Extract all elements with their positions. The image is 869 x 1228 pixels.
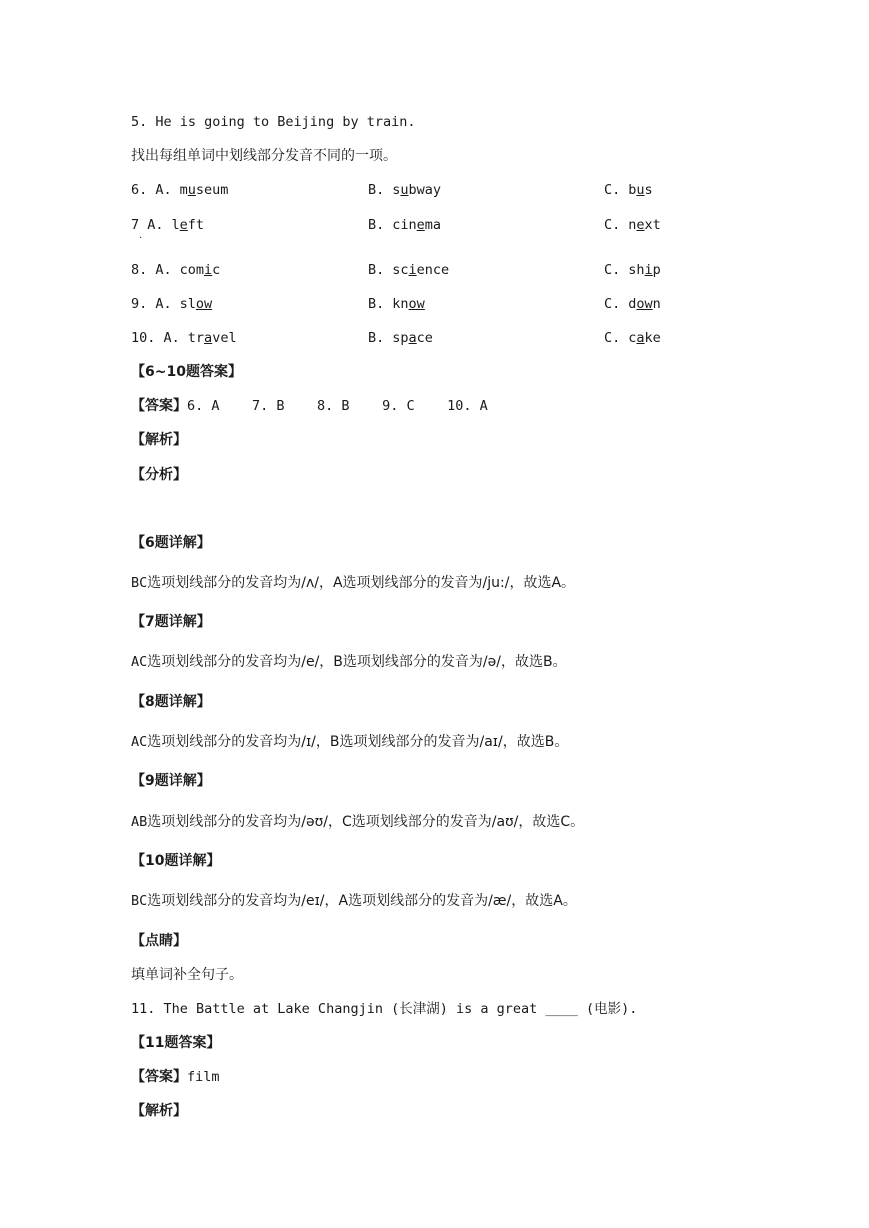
fill-instruction: 填单词补全句子。 [131, 967, 243, 983]
option-word: cake [628, 330, 661, 346]
option-a [131, 329, 237, 347]
option-word: left [171, 217, 205, 233]
option-word: bus [628, 182, 653, 198]
option-label: B. [368, 296, 385, 312]
option-word: cinema [392, 217, 442, 233]
underlined-letters: i [204, 262, 213, 278]
underlined-letters: ow [408, 296, 425, 312]
answer-values: 6. A 7. B 8. B 9. C 10. A [187, 398, 488, 414]
answer-6-10-line [131, 397, 488, 416]
option-label: B. [368, 217, 385, 233]
underlined-letters: ow [636, 296, 653, 312]
option-label: 6. A. [131, 182, 172, 198]
option-word: next [628, 217, 661, 233]
underlined-letters: u [400, 182, 409, 198]
answer-6-10-heading: 【6~10题答案】 [131, 364, 242, 380]
option-word: subway [392, 182, 442, 198]
underlined-letters: e [636, 217, 645, 233]
underlined-letters: e [416, 217, 425, 233]
detail-7-heading: 【7题详解】 [131, 614, 211, 630]
detail-6-heading: 【6题详解】 [131, 535, 211, 551]
detail-9-text: AB选项划线部分的发音均为/əʊ/，C选项划线部分的发音为/aʊ/，故选C。 [131, 814, 585, 830]
option-label: B. [368, 182, 385, 198]
option-c [604, 216, 661, 234]
detail-8-heading: 【8题详解】 [131, 694, 211, 710]
detail-7-text: AC选项划线部分的发音均为/e/，B选项划线部分的发音为/ə/，故选B。 [131, 654, 567, 670]
option-label: 9. A. [131, 296, 172, 312]
option-word: museum [179, 182, 229, 198]
option-word: space [392, 330, 433, 346]
option-c [604, 261, 661, 279]
underlined-letters: a [636, 330, 645, 346]
underlined-letters: e [179, 217, 188, 233]
underlined-letters: i [644, 262, 653, 278]
option-b [368, 295, 425, 313]
underlined-letters: ow [195, 296, 213, 312]
detail-6-text: BC选项划线部分的发音均为/ʌ/，A选项划线部分的发音为/ju:/，故选A。 [131, 575, 576, 591]
option-b [368, 329, 433, 347]
option-label: C. [604, 182, 621, 198]
underlined-letters: a [204, 330, 213, 346]
option-word: travel [187, 330, 237, 346]
answer-label: 【答案】 [131, 398, 187, 414]
detail-10-heading: 【10题详解】 [131, 853, 221, 869]
option-a [131, 181, 228, 199]
option-c [604, 295, 661, 313]
answer-11-heading: 【11题答案】 [131, 1035, 221, 1051]
option-label: 8. A. [131, 262, 172, 278]
analysis-heading-2: 【解析】 [131, 1103, 187, 1119]
detail-8-text: AC选项划线部分的发音均为/ɪ/，B选项划线部分的发音为/aɪ/，故选B。 [131, 734, 569, 750]
option-label: B. [368, 330, 385, 346]
option-word: know [392, 296, 425, 312]
answer-11-line [131, 1068, 220, 1087]
underlined-letters: u [636, 182, 645, 198]
option-c [604, 181, 653, 199]
option-label: C. [604, 262, 621, 278]
option-word: slow [179, 296, 213, 312]
option-c [604, 329, 661, 347]
underlined-letters: i [408, 262, 417, 278]
answer-11-label: 【答案】 [131, 1069, 187, 1085]
answer-11-value: film [187, 1069, 220, 1085]
underlined-letters: u [187, 182, 196, 198]
option-b [368, 181, 441, 199]
option-a [131, 261, 220, 279]
option-a [131, 295, 212, 313]
detail-9-heading: 【9题详解】 [131, 773, 211, 789]
footnote-dot: · [139, 233, 143, 244]
option-label: C. [604, 330, 621, 346]
question-5: 5. He is going to Beijing by train. [131, 114, 416, 130]
option-label: C. [604, 217, 621, 233]
option-b [368, 261, 449, 279]
pronunciation-instruction: 找出每组单词中划线部分发音不同的一项。 [131, 148, 397, 164]
option-label: B. [368, 262, 385, 278]
option-a [131, 216, 204, 234]
option-b [368, 216, 441, 234]
fenxi-heading: 【分析】 [131, 467, 187, 483]
detail-10-text: BC选项划线部分的发音均为/eɪ/，A选项划线部分的发音为/æ/，故选A。 [131, 893, 577, 909]
option-label: C. [604, 296, 621, 312]
option-word: ship [628, 262, 661, 278]
option-word: down [628, 296, 661, 312]
option-label: 10. A. [131, 330, 180, 346]
underlined-letters: a [408, 330, 417, 346]
dianjing-heading: 【点睛】 [131, 933, 187, 949]
option-word: comic [179, 262, 221, 278]
analysis-heading: 【解析】 [131, 432, 187, 448]
question-11: 11. The Battle at Lake Changjin (长津湖) is a great ____ (电影). [131, 1001, 638, 1017]
option-word: science [392, 262, 450, 278]
option-label: 7 A. [131, 217, 164, 233]
